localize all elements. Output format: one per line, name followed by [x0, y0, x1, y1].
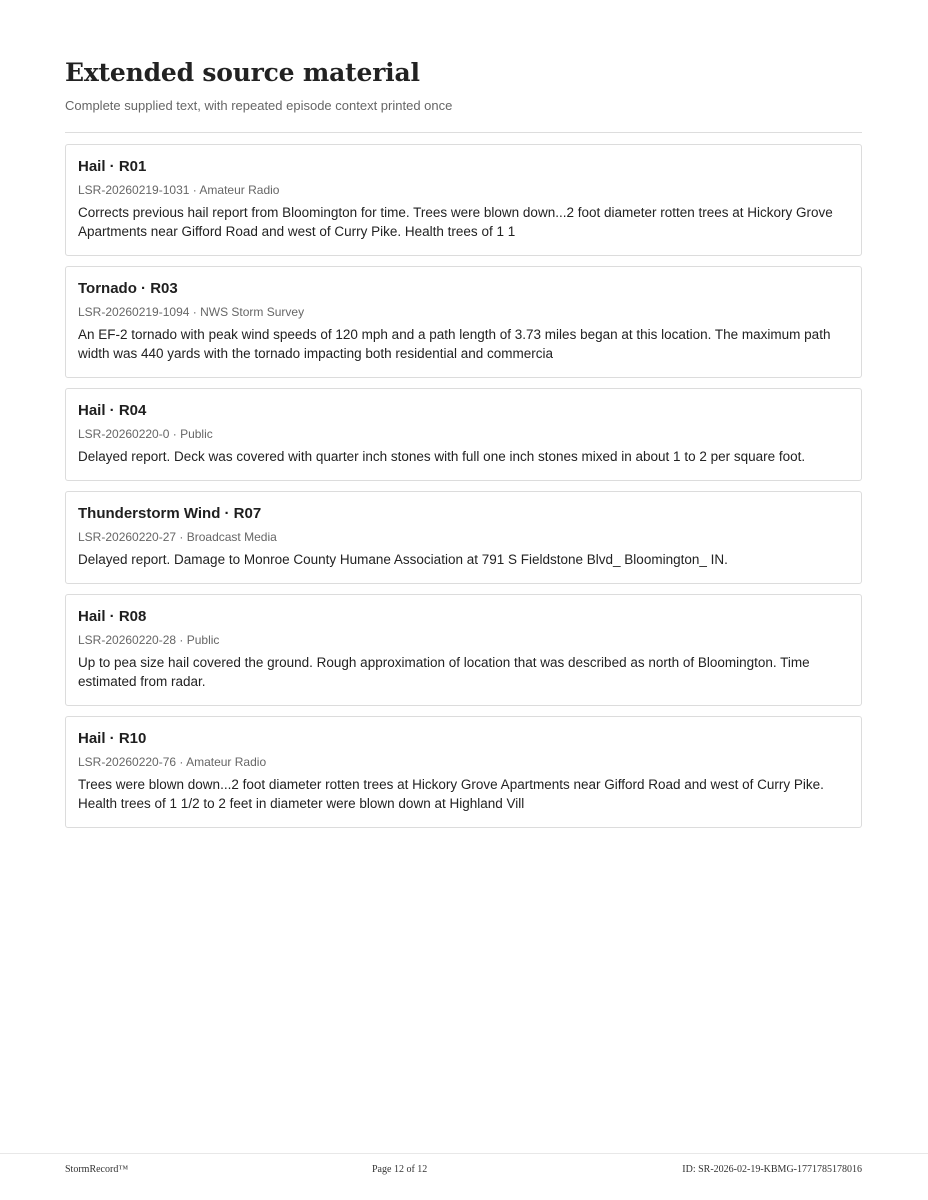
record-list: [65, 144, 862, 838]
record-title: Tornado · R03: [78, 280, 178, 297]
record-card-r07: [65, 491, 862, 584]
page-subtitle: Complete supplied text, with repeated episode context printed once: [65, 98, 453, 113]
footer-divider: [0, 1153, 928, 1154]
record-text: Trees were blown down...2 foot diameter rotten trees at Hickory Grove Apartments near Gifford Road and west of Curry Pike. Health trees of 1 1/2 to 2 feet in diameter were blown down at Highland Vill: [78, 777, 824, 811]
record-card-r01: [65, 144, 862, 256]
record-title: Hail · R10: [78, 730, 147, 747]
record-card-r04: [65, 388, 862, 481]
record-meta: LSR-20260219-1094 · NWS Storm Survey: [78, 305, 305, 319]
header-divider: [65, 132, 862, 133]
record-card-r10: [65, 716, 862, 828]
footer-document-id: ID: SR-2026-02-19-KBMG-1771785178016: [682, 1164, 862, 1175]
page-title: Extended source material: [65, 58, 420, 87]
record-title: Hail · R08: [78, 608, 147, 625]
record-text: Delayed report. Damage to Monroe County Humane Association at 791 S Fieldstone Blvd_ Bloomington_ IN.: [78, 552, 728, 567]
record-text: An EF-2 tornado with peak wind speeds of 120 mph and a path length of 3.73 miles began at this location. The maximum path width was 440 yards with the tornado impacting both residential and commercia: [78, 327, 831, 361]
record-meta: LSR-20260220-28 · Public: [78, 633, 220, 647]
record-card-r08: [65, 594, 862, 706]
record-card-r03: [65, 266, 862, 378]
footer-page-number: Page 12 of 12: [372, 1164, 428, 1175]
record-meta: LSR-20260220-0 · Public: [78, 427, 213, 441]
record-title: Thunderstorm Wind · R07: [78, 505, 262, 522]
record-meta: LSR-20260220-27 · Broadcast Media: [78, 530, 277, 544]
record-text: Up to pea size hail covered the ground. Rough approximation of location that was described as north of Bloomington. Time estimated from radar.: [78, 655, 810, 689]
record-title: Hail · R04: [78, 402, 147, 419]
record-meta: LSR-20260220-76 · Amateur Radio: [78, 755, 267, 769]
record-title: Hail · R01: [78, 158, 147, 175]
record-text: Corrects previous hail report from Bloomington for time. Trees were blown down...2 foot diameter rotten trees at Hickory Grove Apartments near Gifford Road and west of Curry Pike. Health trees of 1 1: [78, 205, 833, 239]
footer-brand: StormRecord™: [65, 1164, 129, 1175]
record-meta: LSR-20260219-1031 · Amateur Radio: [78, 183, 280, 197]
record-text: Delayed report. Deck was covered with quarter inch stones with full one inch stones mixed in about 1 to 2 per square foot.: [78, 449, 806, 464]
